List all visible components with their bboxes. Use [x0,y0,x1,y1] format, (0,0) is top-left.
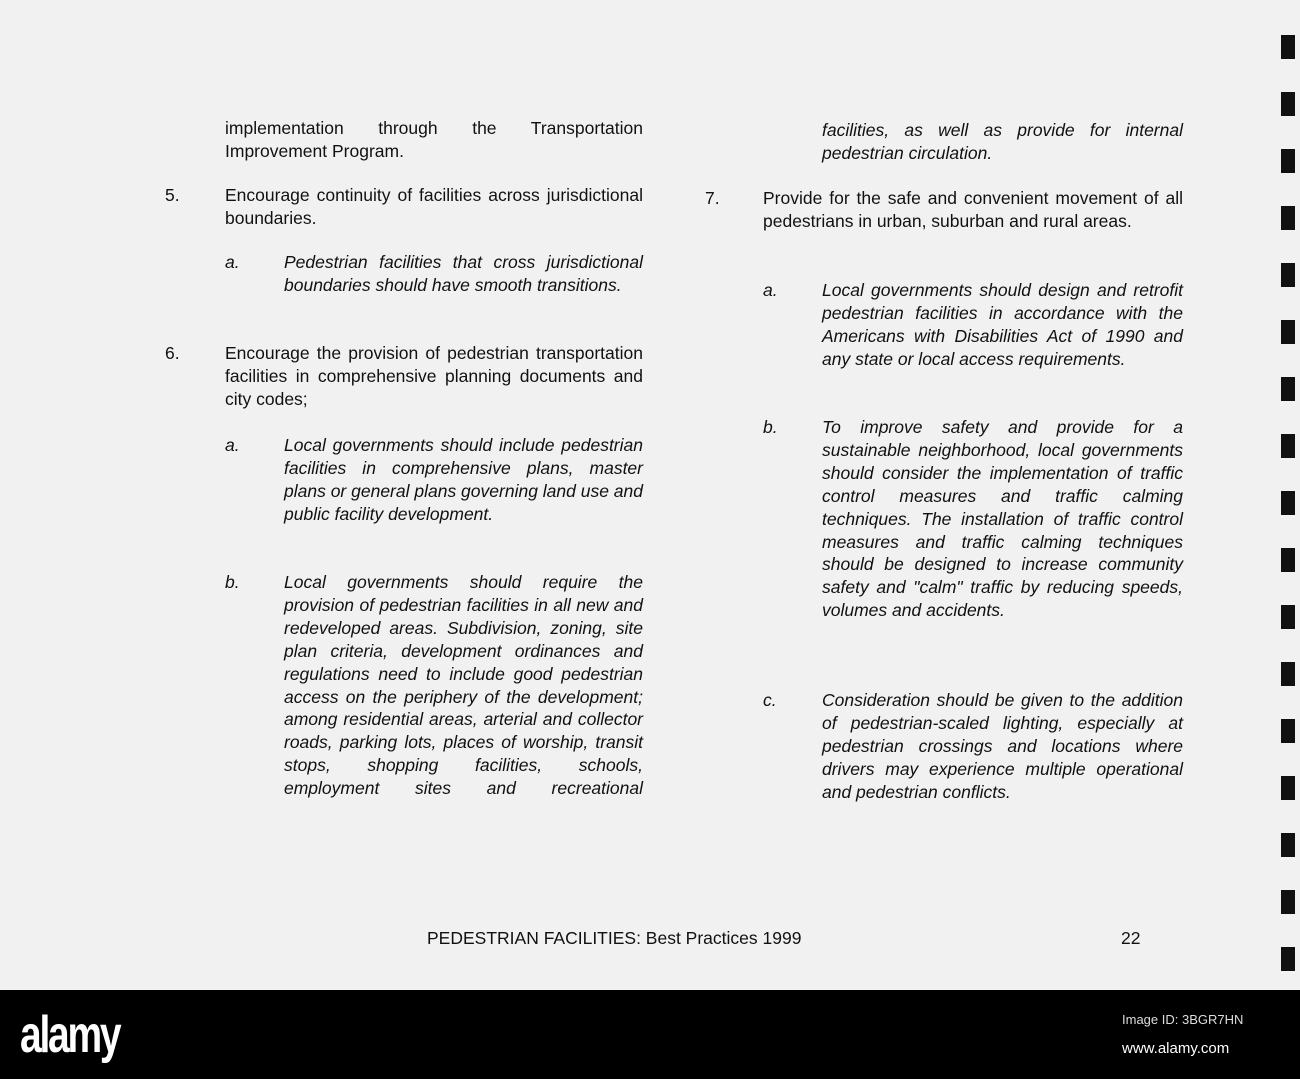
item-6b-text: Local governments should require the provision of pedestrian facilities in all new and redeveloped areas. Subdivision, zoning, site plan criteria, development ordinances and regulations need to include good pedestrian access on the periphery of the development; among residential areas, arterial and collector roads, parking lots, places of worship, transit stops, shopping facilities, schools, employment sites and recreational [284,572,643,799]
image-id: Image ID: 3BGR7HN [1122,1012,1244,1027]
item-7c-text: Consideration should be given to the addition of pedestrian-scaled lighting, especially at pedestrian crossings and locations where drivers may experience multiple operational and pedestrian conflicts. [822,690,1183,802]
item-6-number: 6. [165,343,180,363]
binding-hole [1281,149,1295,173]
binding-hole [1281,35,1295,59]
binding-hole [1281,947,1295,971]
binding-hole [1281,662,1295,686]
page-number: 22 [1121,928,1141,948]
item-7-text: Provide for the safe and convenient movement of all pedestrians in urban, suburban and rural areas. [763,188,1183,231]
item-7c-label: c. [763,690,777,710]
item-6a-label: a. [225,435,240,455]
footer-title: PEDESTRIAN FACILITIES: Best Practices 1999 [427,928,802,948]
item-5-number: 5. [165,185,180,205]
binding-hole [1281,263,1295,287]
watermark-bar [0,990,1300,1079]
binding-hole [1281,377,1295,401]
binding-hole [1281,605,1295,629]
alamy-logo: alamy [20,1006,120,1064]
item-6-text: Encourage the provision of pedestrian transportation facilities in comprehensive planning documents and city codes; [225,343,643,409]
binding-hole [1281,434,1295,458]
binding-hole [1281,890,1295,914]
item-7a-text: Local governments should design and retrofit pedestrian facilities in accordance with the Americans with Disabilities Act of 1990 and any state or local access requirements. [822,280,1183,369]
item-7-number: 7. [705,188,720,208]
binding-hole [1281,719,1295,743]
item-6b-label: b. [225,572,240,592]
item-7b-label: b. [763,417,778,437]
binding-hole [1281,491,1295,515]
left-continuation: implementation through the Transportation Improvement Program. [225,118,643,161]
item-5a-label: a. [225,252,240,272]
item-6a-text: Local governments should include pedestrian facilities in comprehensive plans, master plans or general plans governing land use and public facility development. [284,435,644,524]
right-continuation: facilities, as well as provide for internal pedestrian circulation. [822,120,1183,163]
binding-hole [1281,548,1295,572]
binding-hole [1281,92,1295,116]
binding-hole [1281,320,1295,344]
watermark-url: www.alamy.com [1122,1040,1230,1057]
item-5-text: Encourage continuity of facilities across jurisdictional boundaries. [225,185,643,228]
binding-hole [1281,206,1295,230]
item-5a-text: Pedestrian facilities that cross jurisdictional boundaries should have smooth transitions. [284,252,643,295]
item-7b-text: To improve safety and provide for a sustainable neighborhood, local governments should consider the implementation of traffic control measures and traffic calming techniques. The installation of traffic control measures and traffic calming techniques should be designed to increase community safety and "calm" traffic by reducing speeds, volumes and accidents. [822,417,1183,621]
binding-hole [1281,776,1295,800]
item-7a-label: a. [763,280,778,300]
binding-hole [1281,833,1295,857]
